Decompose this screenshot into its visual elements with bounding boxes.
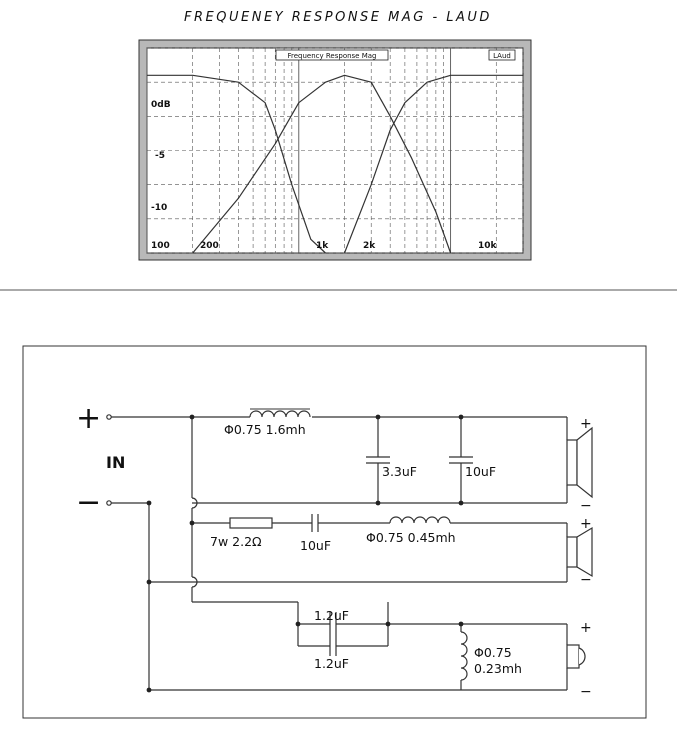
x-tick-1k: 1k — [316, 241, 329, 251]
cap-3-3uf-label: 3.3uF — [382, 464, 417, 479]
chart-title: Frequency Response Mag — [287, 52, 377, 60]
cap-10uf-tweeter-label: 10uF — [465, 464, 497, 479]
y-tick-minus10: -10 — [151, 203, 168, 213]
inductor-1-label: Φ0.75 1.6mh — [224, 422, 306, 437]
input-minus-sign: − — [76, 485, 102, 520]
inductor-3-label-value: 0.23mh — [474, 661, 522, 676]
chart-heading: FREQUENEY RESPONSE MAG - LAUD — [184, 10, 492, 25]
y-tick-minus5: -5 — [155, 151, 165, 161]
inductor-2-label: Φ0.75 0.45mh — [366, 530, 456, 545]
input-label: IN — [106, 453, 126, 472]
resistor-label: 7w 2.2Ω — [210, 534, 262, 549]
woofer-minus: − — [580, 684, 592, 700]
cap-10uf-mid-label: 10uF — [300, 538, 332, 553]
tweeter-plus: + — [580, 416, 592, 432]
tweeter-minus: − — [580, 498, 592, 514]
cap-1-2uf-upper-label: 1.2uF — [314, 608, 349, 623]
x-tick-10k: 10k — [478, 241, 497, 251]
x-tick-200: 200 — [200, 241, 219, 251]
x-tick-100: 100 — [151, 241, 170, 251]
midrange-plus: + — [580, 516, 592, 532]
chart-tag: LAud — [493, 52, 511, 60]
inductor-3-label-diameter: Φ0.75 — [474, 645, 512, 660]
woofer-plus: + — [580, 620, 592, 636]
midrange-minus: − — [580, 572, 592, 588]
resistor-2-2ohm — [230, 518, 272, 528]
cap-1-2uf-lower-label: 1.2uF — [314, 656, 349, 671]
input-plus-sign: + — [76, 401, 102, 436]
x-tick-2k: 2k — [363, 241, 376, 251]
y-tick-0db: 0dB — [151, 100, 171, 110]
